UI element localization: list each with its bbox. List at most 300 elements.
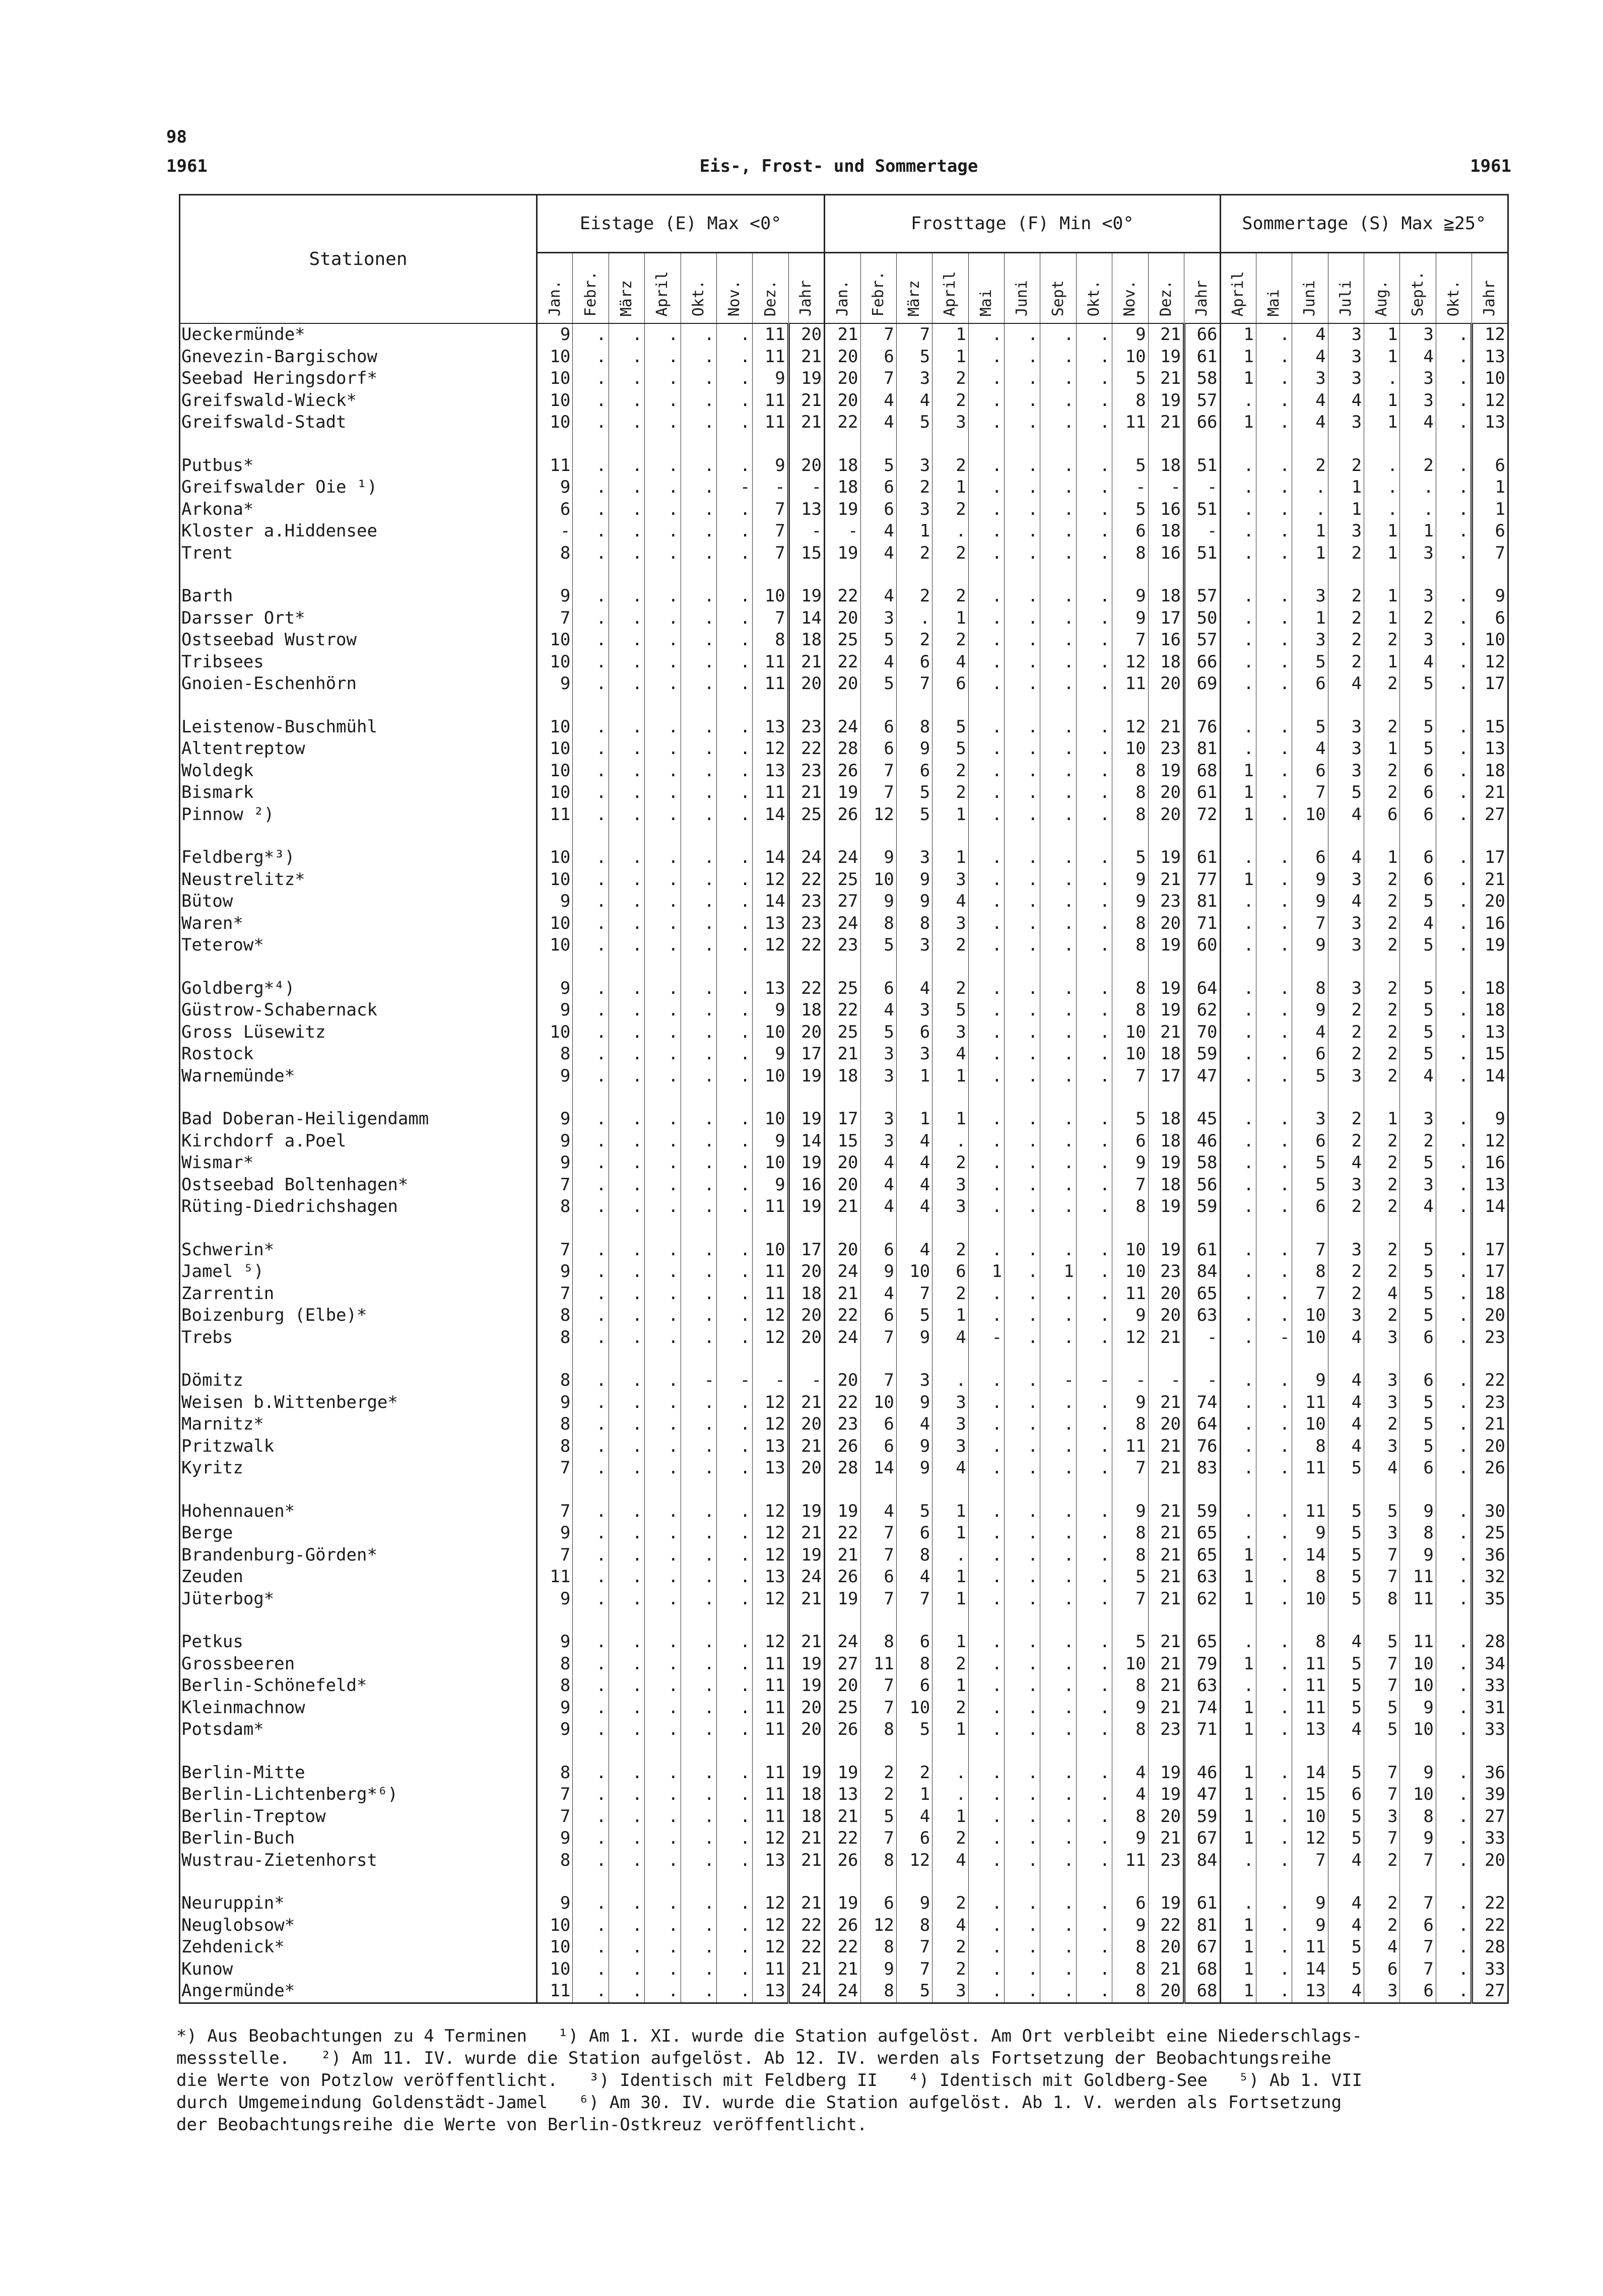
value-cell: 65 xyxy=(1184,1283,1221,1305)
value-cell: 3 xyxy=(1328,1065,1364,1088)
value-cell: . xyxy=(716,1719,752,1741)
value-cell: . xyxy=(968,1959,1004,1981)
value-cell: 56 xyxy=(1184,1174,1221,1196)
value-cell: . xyxy=(573,629,609,651)
value-cell xyxy=(1005,1218,1040,1239)
value-cell: . xyxy=(1436,1980,1472,2003)
value-cell: 8 xyxy=(1112,1980,1148,2003)
value-cell: 6 xyxy=(860,1239,896,1261)
value-cell: 7 xyxy=(1400,1936,1436,1959)
value-cell: . xyxy=(645,455,681,477)
value-cell: . xyxy=(1040,1915,1076,1937)
value-cell: . xyxy=(645,1022,681,1044)
value-cell: . xyxy=(573,1653,609,1675)
value-cell: 15 xyxy=(1472,716,1508,738)
station-name: Feldberg*³) xyxy=(180,847,537,869)
month-label: Okt. xyxy=(1085,280,1103,316)
table-row xyxy=(180,1784,1508,1806)
value-cell: 20 xyxy=(788,1413,824,1436)
value-cell xyxy=(1220,1087,1256,1108)
value-cell xyxy=(1256,1871,1292,1893)
value-cell xyxy=(681,1087,716,1108)
value-cell xyxy=(788,695,824,716)
value-cell: . xyxy=(1076,782,1112,804)
value-cell: 2 xyxy=(1400,607,1436,630)
value-cell: . xyxy=(716,891,752,913)
value-cell: 2 xyxy=(1364,1893,1400,1915)
table-row xyxy=(180,1261,1508,1283)
value-cell: 1 xyxy=(932,607,968,630)
value-cell: 25 xyxy=(1472,1522,1508,1544)
value-cell: 2 xyxy=(1364,673,1400,695)
value-cell: . xyxy=(645,1697,681,1719)
value-cell: - xyxy=(968,1327,1004,1349)
value-cell: . xyxy=(609,738,644,760)
value-cell: . xyxy=(609,1108,644,1130)
value-cell: 22 xyxy=(788,934,824,957)
value-cell: . xyxy=(609,934,644,957)
value-cell: 11 xyxy=(1112,673,1148,695)
value-cell: . xyxy=(645,1261,681,1283)
value-cell: . xyxy=(968,1631,1004,1653)
station-name xyxy=(180,957,537,978)
value-cell: 27 xyxy=(1472,1980,1508,2003)
value-cell: 19 xyxy=(1148,978,1184,1000)
value-cell: . xyxy=(1256,869,1292,891)
value-cell: 9 xyxy=(537,1697,572,1719)
value-cell: . xyxy=(1005,629,1040,651)
month-label: Jahr xyxy=(1192,280,1211,316)
value-cell: 6 xyxy=(896,651,932,673)
value-cell: . xyxy=(645,1392,681,1414)
value-cell: . xyxy=(573,1130,609,1153)
value-cell: . xyxy=(573,477,609,499)
value-cell: . xyxy=(645,1893,681,1915)
value-cell: 21 xyxy=(1148,1392,1184,1414)
value-cell: . xyxy=(1076,760,1112,782)
value-cell: 2 xyxy=(1364,1850,1400,1872)
value-cell xyxy=(932,1348,968,1370)
value-cell: 21 xyxy=(1472,782,1508,804)
value-cell: 7 xyxy=(537,1784,572,1806)
value-cell: 5 xyxy=(1328,1697,1364,1719)
value-cell: . xyxy=(1436,1893,1472,1915)
value-cell: 47 xyxy=(1184,1065,1221,1088)
value-cell: . xyxy=(1040,412,1076,434)
value-cell: . xyxy=(1256,607,1292,630)
value-cell: 5 xyxy=(1328,1762,1364,1784)
value-cell: . xyxy=(1005,1327,1040,1349)
value-cell: 21 xyxy=(1148,1675,1184,1697)
value-cell: . xyxy=(609,1152,644,1174)
value-cell: 2 xyxy=(932,390,968,412)
value-cell: . xyxy=(716,1501,752,1523)
value-cell xyxy=(1076,564,1112,585)
value-cell: 4 xyxy=(932,891,968,913)
value-cell: 1 xyxy=(1220,1653,1256,1675)
value-cell: 2 xyxy=(1328,455,1364,477)
value-cell: . xyxy=(1436,1544,1472,1567)
value-cell: . xyxy=(1005,1806,1040,1828)
footnotes xyxy=(176,2025,1526,2136)
value-cell: 12 xyxy=(753,1305,788,1327)
table-row xyxy=(180,1043,1508,1065)
value-cell xyxy=(753,1087,788,1108)
value-cell: . xyxy=(1256,891,1292,913)
value-cell: 5 xyxy=(1400,1022,1436,1044)
value-cell: 5 xyxy=(1400,999,1436,1022)
value-cell: 26 xyxy=(825,1436,860,1458)
value-cell: . xyxy=(968,499,1004,521)
value-cell: 15 xyxy=(788,543,824,565)
value-cell: . xyxy=(1040,1501,1076,1523)
value-cell: 8 xyxy=(537,1305,572,1327)
value-cell: 2 xyxy=(1364,1130,1400,1153)
value-cell: 19 xyxy=(1148,1784,1184,1806)
value-cell: . xyxy=(609,346,644,368)
value-cell: 23 xyxy=(788,716,824,738)
value-cell: 7 xyxy=(537,1806,572,1828)
value-cell: . xyxy=(609,1588,644,1610)
value-cell: 10 xyxy=(537,760,572,782)
value-cell: 28 xyxy=(825,1457,860,1479)
value-cell: 9 xyxy=(1112,607,1148,630)
value-cell: 12 xyxy=(753,1936,788,1959)
value-cell: . xyxy=(1076,390,1112,412)
value-cell: 77 xyxy=(1184,869,1221,891)
value-cell: . xyxy=(932,1544,968,1567)
value-cell: . xyxy=(968,1196,1004,1218)
value-cell: 18 xyxy=(1472,999,1508,1022)
value-cell: 11 xyxy=(1292,1675,1328,1697)
value-cell xyxy=(1364,434,1400,455)
value-cell: 23 xyxy=(1472,1327,1508,1349)
value-cell: 20 xyxy=(1472,1305,1508,1327)
value-cell: 9 xyxy=(537,1152,572,1174)
value-cell: 27 xyxy=(1472,804,1508,826)
value-cell: 12 xyxy=(1472,390,1508,412)
value-cell: 19 xyxy=(1148,847,1184,869)
value-cell: 5 xyxy=(1292,1152,1328,1174)
value-cell: . xyxy=(1040,1850,1076,1872)
table-spacer-row xyxy=(180,1741,1508,1762)
month-header xyxy=(896,253,932,324)
value-cell: 9 xyxy=(860,891,896,913)
value-cell: . xyxy=(645,1130,681,1153)
value-cell xyxy=(1220,1610,1256,1631)
value-cell: . xyxy=(1040,1196,1076,1218)
value-cell: 4 xyxy=(1292,323,1328,346)
value-cell: . xyxy=(681,1108,716,1130)
value-cell: 19 xyxy=(825,499,860,521)
value-cell: 4 xyxy=(860,543,896,565)
value-cell: 9 xyxy=(753,1130,788,1153)
month-label: April xyxy=(1229,271,1247,316)
value-cell: . xyxy=(609,1305,644,1327)
value-cell: . xyxy=(1436,1675,1472,1697)
station-name xyxy=(180,695,537,716)
value-cell: 6 xyxy=(1292,1196,1328,1218)
station-name: Waren* xyxy=(180,913,537,935)
value-cell: . xyxy=(681,1806,716,1828)
value-cell: . xyxy=(968,1130,1004,1153)
value-cell: 8 xyxy=(860,913,896,935)
value-cell: 2 xyxy=(1364,716,1400,738)
value-cell xyxy=(716,1348,752,1370)
value-cell: 16 xyxy=(788,1174,824,1196)
value-cell: 9 xyxy=(896,1327,932,1349)
value-cell: 81 xyxy=(1184,738,1221,760)
value-cell: 22 xyxy=(1472,1893,1508,1915)
value-cell: . xyxy=(1256,412,1292,434)
value-cell: 20 xyxy=(1472,1436,1508,1458)
value-cell: 59 xyxy=(1184,1501,1221,1523)
value-cell: 2 xyxy=(896,585,932,607)
value-cell xyxy=(1112,695,1148,716)
value-cell xyxy=(1076,1218,1112,1239)
value-cell: . xyxy=(1005,1522,1040,1544)
value-cell: . xyxy=(968,629,1004,651)
value-cell: 1 xyxy=(1220,346,1256,368)
value-cell: 12 xyxy=(753,738,788,760)
value-cell: 22 xyxy=(825,585,860,607)
value-cell xyxy=(573,1218,609,1239)
value-cell: 9 xyxy=(1112,869,1148,891)
value-cell: . xyxy=(681,1959,716,1981)
value-cell: . xyxy=(1256,1828,1292,1850)
value-cell: . xyxy=(573,323,609,346)
value-cell: 21 xyxy=(1148,1501,1184,1523)
value-cell: . xyxy=(1005,1022,1040,1044)
value-cell: . xyxy=(609,1631,644,1653)
value-cell xyxy=(1076,695,1112,716)
value-cell: . xyxy=(1076,804,1112,826)
value-cell: 17 xyxy=(788,1239,824,1261)
value-cell: . xyxy=(1040,1392,1076,1414)
station-name: Neuruppin* xyxy=(180,1893,537,1915)
value-cell: 4 xyxy=(1364,1283,1400,1305)
value-cell: . xyxy=(716,346,752,368)
value-cell: 4 xyxy=(932,1327,968,1349)
value-cell xyxy=(1184,564,1221,585)
value-cell: 1 xyxy=(932,1566,968,1588)
value-cell: . xyxy=(573,1697,609,1719)
value-cell: . xyxy=(1436,913,1472,935)
value-cell: . xyxy=(1005,1697,1040,1719)
value-cell: . xyxy=(1005,1631,1040,1653)
value-cell xyxy=(716,695,752,716)
value-cell: . xyxy=(716,1043,752,1065)
value-cell: 4 xyxy=(1400,1065,1436,1088)
value-cell: 1 xyxy=(1472,499,1508,521)
value-cell: . xyxy=(645,1196,681,1218)
value-cell: . xyxy=(645,1784,681,1806)
value-cell xyxy=(1400,1348,1436,1370)
value-cell xyxy=(1184,1087,1221,1108)
value-cell: 6 xyxy=(1112,520,1148,543)
value-cell: . xyxy=(1220,543,1256,565)
value-cell: 14 xyxy=(753,804,788,826)
value-cell: . xyxy=(681,607,716,630)
value-cell xyxy=(1076,1610,1112,1631)
value-cell: 18 xyxy=(825,455,860,477)
value-cell: . xyxy=(681,760,716,782)
station-name: Darsser Ort* xyxy=(180,607,537,630)
value-cell: . xyxy=(1005,804,1040,826)
value-cell: . xyxy=(1436,607,1472,630)
value-cell: 8 xyxy=(1112,1522,1148,1544)
value-cell: 68 xyxy=(1184,1959,1221,1981)
value-cell: 26 xyxy=(825,804,860,826)
value-cell: 1 xyxy=(896,1784,932,1806)
value-cell: 27 xyxy=(825,1653,860,1675)
value-cell: 18 xyxy=(1148,1108,1184,1130)
value-cell: . xyxy=(716,1784,752,1806)
value-cell: 1 xyxy=(1472,477,1508,499)
value-cell: 3 xyxy=(1364,1436,1400,1458)
value-cell: . xyxy=(968,978,1004,1000)
value-cell: 64 xyxy=(1184,1413,1221,1436)
value-cell: 7 xyxy=(1364,1675,1400,1697)
value-cell: 10 xyxy=(1292,1305,1328,1327)
value-cell: . xyxy=(968,1697,1004,1719)
value-cell xyxy=(1436,1218,1472,1239)
value-cell xyxy=(1005,1610,1040,1631)
value-cell: 7 xyxy=(860,1370,896,1392)
value-cell xyxy=(1328,1479,1364,1501)
value-cell: . xyxy=(1040,782,1076,804)
station-name: Potsdam* xyxy=(180,1719,537,1741)
value-cell: . xyxy=(968,412,1004,434)
value-cell: . xyxy=(1005,1283,1040,1305)
value-cell: . xyxy=(1040,804,1076,826)
value-cell: . xyxy=(1256,1501,1292,1523)
value-cell xyxy=(753,1741,788,1762)
value-cell: 21 xyxy=(825,1283,860,1305)
value-cell: . xyxy=(1005,1239,1040,1261)
station-name: Tribsees xyxy=(180,651,537,673)
value-cell: 25 xyxy=(825,978,860,1000)
value-cell: 30 xyxy=(1472,1501,1508,1523)
value-cell: . xyxy=(573,1675,609,1697)
value-cell: 7 xyxy=(860,323,896,346)
value-cell: . xyxy=(1292,499,1328,521)
value-cell: 20 xyxy=(1148,782,1184,804)
value-cell: 23 xyxy=(1148,1719,1184,1741)
value-cell: 7 xyxy=(537,1239,572,1261)
value-cell: 4 xyxy=(860,999,896,1022)
value-cell: . xyxy=(645,651,681,673)
value-cell: . xyxy=(1220,1022,1256,1044)
value-cell: 14 xyxy=(753,847,788,869)
value-cell xyxy=(860,1348,896,1370)
value-cell: . xyxy=(716,1544,752,1567)
value-cell: 2 xyxy=(1364,1022,1400,1044)
value-cell xyxy=(1148,1871,1184,1893)
value-cell: 1 xyxy=(932,847,968,869)
value-cell xyxy=(645,1218,681,1239)
value-cell xyxy=(932,434,968,455)
value-cell: 7 xyxy=(537,1283,572,1305)
value-cell xyxy=(1220,695,1256,716)
value-cell: 3 xyxy=(1328,934,1364,957)
value-cell: 19 xyxy=(825,543,860,565)
value-cell: . xyxy=(645,1588,681,1610)
value-cell xyxy=(896,957,932,978)
value-cell xyxy=(1328,957,1364,978)
value-cell: 5 xyxy=(932,716,968,738)
value-cell: 3 xyxy=(860,1065,896,1088)
value-cell xyxy=(609,1087,644,1108)
value-cell: . xyxy=(1076,1675,1112,1697)
value-cell: 2 xyxy=(896,1762,932,1784)
value-cell: 79 xyxy=(1184,1653,1221,1675)
value-cell: 4 xyxy=(1328,1850,1364,1872)
value-cell: . xyxy=(609,847,644,869)
value-cell: 1 xyxy=(932,1588,968,1610)
value-cell: 9 xyxy=(896,1893,932,1915)
station-name: Berlin-Schönefeld* xyxy=(180,1675,537,1697)
value-cell: . xyxy=(1076,1436,1112,1458)
value-cell: . xyxy=(1076,738,1112,760)
month-header xyxy=(1400,253,1436,324)
value-cell xyxy=(1040,1348,1076,1370)
value-cell: . xyxy=(1040,1588,1076,1610)
station-name: Dömitz xyxy=(180,1370,537,1392)
value-cell: . xyxy=(1076,1457,1112,1479)
value-cell: . xyxy=(573,1108,609,1130)
value-cell xyxy=(825,826,860,847)
value-cell xyxy=(1148,564,1184,585)
value-cell: 9 xyxy=(1112,1915,1148,1937)
value-cell: 19 xyxy=(788,1501,824,1523)
table-row xyxy=(180,477,1508,499)
value-cell: 9 xyxy=(537,1108,572,1130)
month-header xyxy=(1076,253,1112,324)
value-cell: . xyxy=(573,1392,609,1414)
value-cell: 6 xyxy=(860,1305,896,1327)
value-cell: 5 xyxy=(1328,782,1364,804)
value-cell: 3 xyxy=(932,869,968,891)
value-cell: . xyxy=(645,934,681,957)
value-cell: . xyxy=(609,1239,644,1261)
value-cell: . xyxy=(716,368,752,390)
value-cell: 31 xyxy=(1472,1697,1508,1719)
value-cell: . xyxy=(1256,804,1292,826)
table-row xyxy=(180,738,1508,760)
value-cell xyxy=(573,1741,609,1762)
value-cell: 19 xyxy=(1148,1893,1184,1915)
value-cell xyxy=(788,826,824,847)
value-cell: 5 xyxy=(932,999,968,1022)
value-cell: 11 xyxy=(753,346,788,368)
value-cell: . xyxy=(716,1915,752,1937)
value-cell: 1 xyxy=(968,1261,1004,1283)
value-cell: 11 xyxy=(753,782,788,804)
value-cell: 3 xyxy=(1364,1327,1400,1349)
value-cell xyxy=(1076,957,1112,978)
value-cell: . xyxy=(968,1043,1004,1065)
value-cell: 66 xyxy=(1184,323,1221,346)
value-cell: 19 xyxy=(825,1588,860,1610)
value-cell xyxy=(788,1741,824,1762)
value-cell: . xyxy=(645,804,681,826)
value-cell: 81 xyxy=(1184,1915,1221,1937)
value-cell: . xyxy=(645,629,681,651)
value-cell: 67 xyxy=(1184,1828,1221,1850)
value-cell: . xyxy=(1220,1261,1256,1283)
value-cell: . xyxy=(645,913,681,935)
